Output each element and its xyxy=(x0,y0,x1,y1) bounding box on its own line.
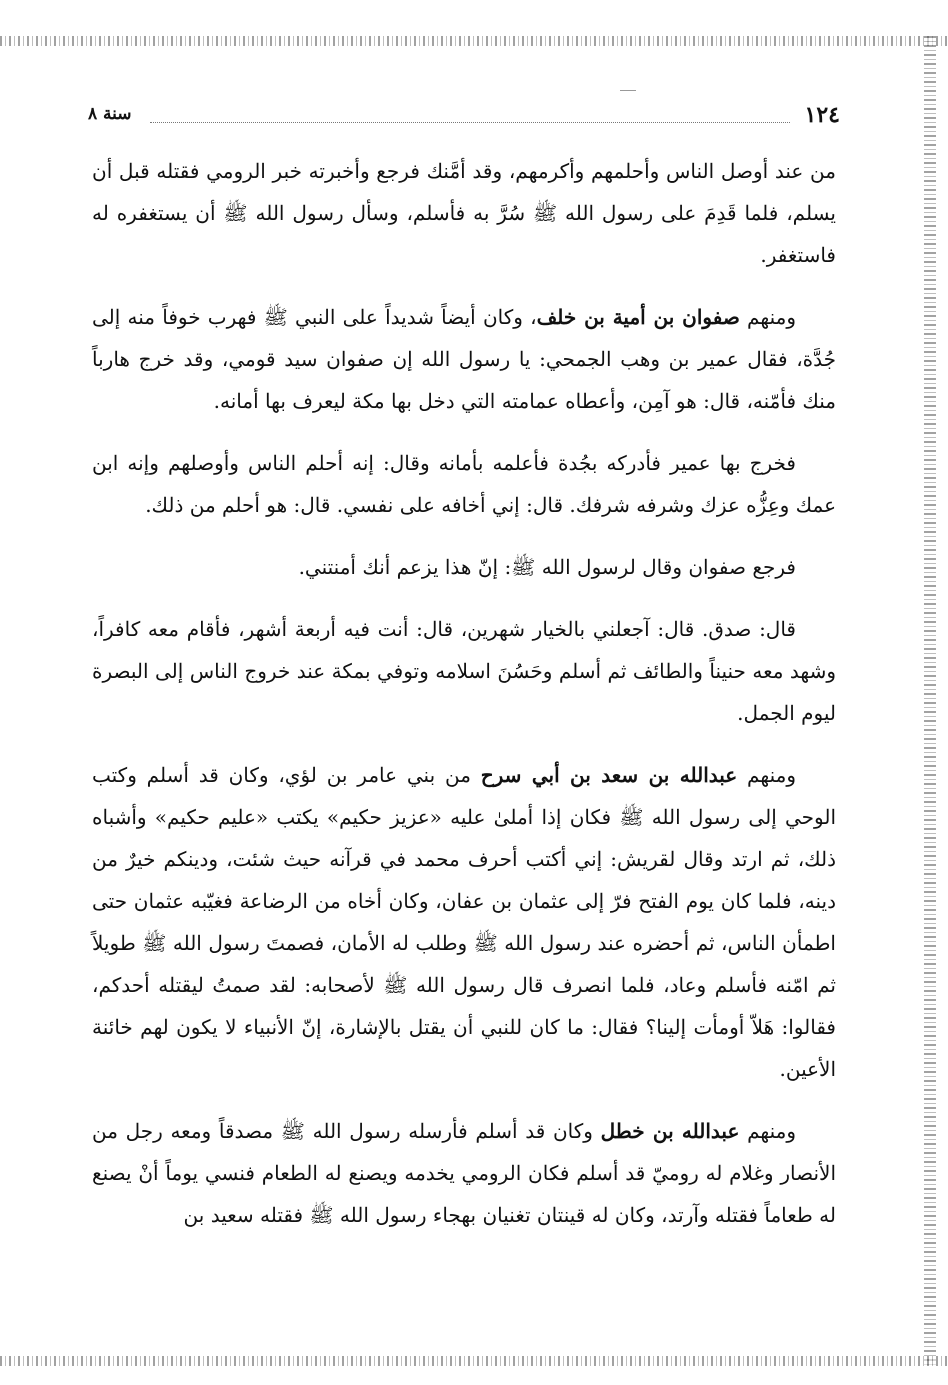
decorative-dash xyxy=(620,90,636,91)
paragraph-7 xyxy=(92,1110,836,1236)
ornamental-border-bottom xyxy=(0,1356,948,1366)
header-dotted-rule xyxy=(150,122,790,123)
paragraph-lead: ومنهم xyxy=(739,1119,797,1143)
paragraph-6 xyxy=(92,754,836,1090)
person-name-bold: عبدالله بن خطل xyxy=(600,1119,740,1143)
person-name-bold: عبدالله بن سعد بن أبي سرح xyxy=(480,763,738,787)
paragraph-text: فخرج بها عمير فأدركه بجُدة فأعلمه بأمانه وقال: إنه أحلم الناس وأوصلهم وإنه ابن عمك وعِزُّه عزك وشرفه شرفك. قال: إني أخافه على نفسي. قال: هو أحلم من ذلك. xyxy=(92,451,836,517)
running-head: سنة ٨ xyxy=(88,104,132,124)
paragraph-text: ، وكان أيضاً شديداً على النبي ﷺ فهرب خوفاً منه إلى جُدَّة، فقال عمير بن وهب الجمحي: يا رسول الله إن صفوان سيد قومي، وقد خرج هارباً منك فأمّنه، قال: هو آمِن، وأعطاه عمامته التي دخل بها مكة ليعرف بها أمانه. xyxy=(92,305,836,413)
page-header xyxy=(88,102,840,132)
paragraph-4 xyxy=(92,546,836,588)
paragraph-3 xyxy=(92,442,836,526)
paragraph-1 xyxy=(92,150,836,276)
ornamental-border-right xyxy=(924,36,936,1366)
paragraph-text: من بني عامر بن لؤي، وكان قد أسلم وكتب الوحي إلى رسول الله ﷺ فكان إذا أملىٰ عليه «عزيز حكيم» يكتب «عليم حكيم» وأشباه ذلك، ثم ارتد وقال لقريش: إني أكتب أحرف محمد في قرآنه حيث شئت، ودينكم خيرٌ من دينه، فلما كان يوم الفتح فرّ إلى عثمان بن عفان، وكان أخاه من الرضاعة فغيّبه عثمان حتى اطمأن الناس، ثم أحضره عند رسول الله ﷺ وطلب له الأمان، فصمتَ رسول الله ﷺ طويلاً ثم امّنه فأسلم وعاد، فلما انصرف قال رسول الله ﷺ لأصحابه: لقد صمتُ ليقتله أحدكم، فقالوا: هَلاّ أومأت إلينا؟ فقال: ما كان للنبي أن يقتل بالإشارة، إنّ الأنبياء لا يكون لهم خائنة الأعين. xyxy=(92,763,836,1081)
paragraph-text: قال: صدق. قال: آجعلني بالخيار شهرين، قال: أنت فيه أربعة أشهر، فأقام معه كافراً، وشهد معه حنيناً والطائف ثم أسلم وحَسُنَ اسلامه وتوفي بمكة عند خروج الناس إلى البصرة ليوم الجمل. xyxy=(92,617,836,725)
paragraph-text: وكان قد أسلم فأرسله رسول الله ﷺ مصدقاً ومعه رجل من الأنصار وغلام له روميّ قد أسلم فكان الرومي يخدمه ويصنع له الطعام فنسي يوماً أنْ يصنع له طعاماً فقتله وآرتد، وكان له قينتان تغنيان بهجاء رسول الله ﷺ فقتله سعيد بن xyxy=(92,1119,836,1227)
paragraph-text: من عند أوصل الناس وأحلمهم وأكرمهم، وقد أمَّنك فرجع وأخبرته خبر الرومي فقتله قبل أن يسلم، فلما قَدِمَ على رسول الله ﷺ سُرَّ به فأسلم، وسأل رسول الله ﷺ أن يستغفره له فاستغفر. xyxy=(92,159,836,267)
person-name-bold: صفوان بن أمية بن خلف xyxy=(536,305,740,329)
page-number: ١٢٤ xyxy=(804,102,840,128)
ornamental-border-top xyxy=(0,36,948,46)
page-body xyxy=(92,150,836,1256)
paragraph-2 xyxy=(92,296,836,422)
paragraph-lead: ومنهم xyxy=(739,305,796,329)
paragraph-lead: ومنهم xyxy=(737,763,796,787)
paragraph-text: فرجع صفوان وقال لرسول الله ﷺ: إنّ هذا يزعم أنك أمنتني. xyxy=(298,555,796,579)
paragraph-5 xyxy=(92,608,836,734)
